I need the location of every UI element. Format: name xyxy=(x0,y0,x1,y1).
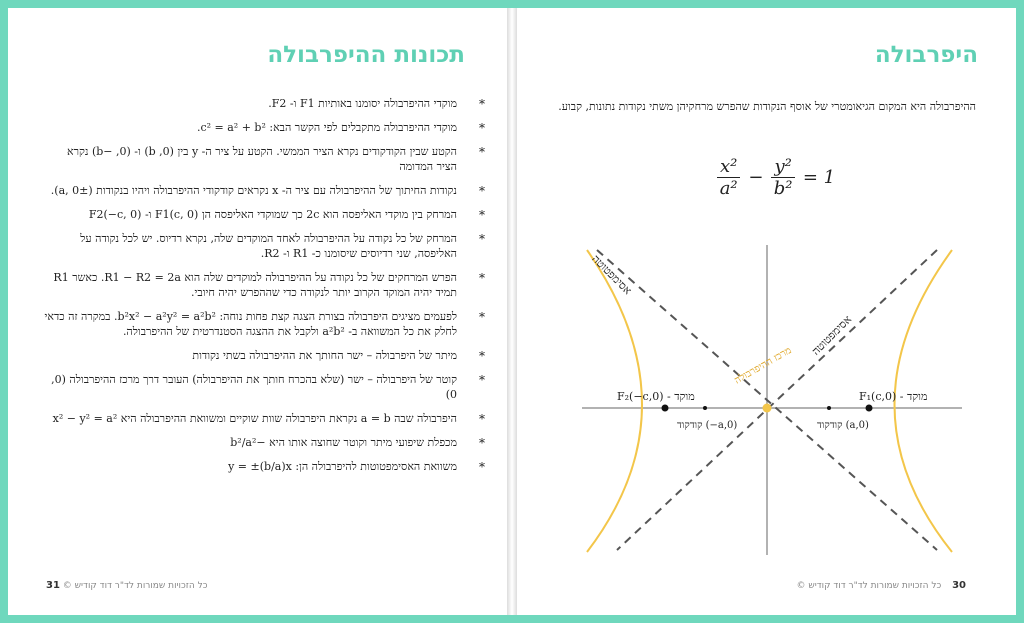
footer-copyright: כל הזכויות שמורות לד"ר דוד קודיש © xyxy=(796,581,942,591)
list-item: * לפעמים מציגים היפרבולה בצורת הצגה קצת פחות נוחה: b²x² − a²y² = a²b². במקרה זה כדאי לחלק את כל המשוואה ב- a²b² ולקבל את ההצגה הסטנדרטית של ההיפרבולה. xyxy=(44,309,485,339)
hyperbola-equation: $\frac{\text{x²}}{\text{a²}}$ − $\frac{\text{y²}}{\text{b²}}$ = 1 xyxy=(717,156,835,199)
focus-left-label: F₂(−c,0) - מוקד xyxy=(617,390,695,403)
vertex-right-point xyxy=(827,406,831,410)
list-item: * מיתר של היפרבולה – ישר החותך את ההיפרבולה בשתי נקודות xyxy=(44,348,485,363)
vertex-right-label: קודקוד (a,0) xyxy=(817,420,869,431)
list-item: * הפרש המרחקים של כל נקודה על ההיפרבולה למוקדים שלה הוא R1 − R2 = 2a. כאשר R1 תמיד יהיה המוקד הקרוב יותר לנקודה כדי שההפרש יהיה חיובי. xyxy=(44,270,485,300)
page-number: 30 xyxy=(952,580,966,591)
page-footer xyxy=(797,580,966,591)
vertex-left-point xyxy=(703,406,707,410)
right-page xyxy=(517,8,1016,615)
left-page xyxy=(8,8,507,615)
list-item: * מוקדי ההיפרבולה יסומנו באותיות F1 ו- F2. xyxy=(44,96,485,111)
footer-copyright: כל הזכויות שמורות לד"ר דוד קודיש © xyxy=(62,581,208,591)
y-fraction: $\frac{\text{y²}}{\text{b²}}$ xyxy=(771,156,794,199)
list-item: * נקודות החיתוך של ההיפרבולה עם ציר ה- x נקראים קודקודי ההיפרבולה ויהיו בנקודות (±a, 0). xyxy=(44,183,485,198)
page-title: היפרבולה xyxy=(874,42,978,68)
list-item: * משוואת האסימפטוטות להיפרבולה הן: y = ±(b/a)x xyxy=(44,459,485,474)
vertex-left-label: קודקוד (−a,0) xyxy=(677,420,738,431)
book-spine xyxy=(507,8,517,615)
focus-left-point xyxy=(662,405,669,412)
asymptote-label: אסימפטוטה xyxy=(809,312,855,358)
list-item: * מכפלת שיפועי מיתר וקוטר שחוצה אותו היא −b²/a² xyxy=(44,435,485,450)
list-item: * קוטר של היפרבולה – ישר (שלא בהכרח חותך את ההיפרבולה) העובר דרך מרכז ההיפרבולה (0, 0) xyxy=(44,372,485,402)
list-item: * המרחק בין מוקדי האליפסה הוא 2c כך שמוקדי האליפסה הן F1(c, 0) ו- F2(−c, 0) xyxy=(44,207,485,222)
hyperbola-graph xyxy=(577,240,967,560)
properties-list xyxy=(44,96,485,483)
list-item: * מוקדי ההיפרבולה מתקבלים לפי הקשר הבא: c² = a² + b². xyxy=(44,120,485,135)
page-footer xyxy=(38,580,207,591)
x-fraction: $\frac{\text{x²}}{\text{a²}}$ xyxy=(717,156,740,199)
intro-text: ההיפרבולה היא המקום הגיאומטרי של אוסף הנקודות שהפרש מרחקיהן משתי נקודות נתונות, קבוע. xyxy=(558,100,976,113)
focus-right-label: F₁(c,0) - מוקד xyxy=(859,390,928,403)
page-number: 31 xyxy=(46,580,60,591)
list-item: * היפרבולה שבה a = b נקראת היפרבולה שוות שוקיים ומשוואת ההיפרבולה היא x² − y² = a² xyxy=(44,411,485,426)
center-label: מרכז ההיפרבולה xyxy=(732,345,794,387)
page-title: תכונות ההיפרבולה xyxy=(267,42,465,68)
list-item: * הקטע שבין הקודקודים נקרא הציר הממשי. הקטע על ציר ה- y בין (0, b) ו- (0, −b) נקרא הציר המדומה xyxy=(44,144,485,174)
center-point xyxy=(763,404,772,413)
asymptote-label: אסימפטוטה xyxy=(589,252,635,298)
focus-right-point xyxy=(866,405,873,412)
list-item: * המרחק של כל נקודה על ההיפרבולה לאחד המוקדים שלה, נקרא רדיוס. יש לכל נקודה על האליפסה, שני רדיוסים שיסומנו כ- R1 ו- R2. xyxy=(44,231,485,261)
